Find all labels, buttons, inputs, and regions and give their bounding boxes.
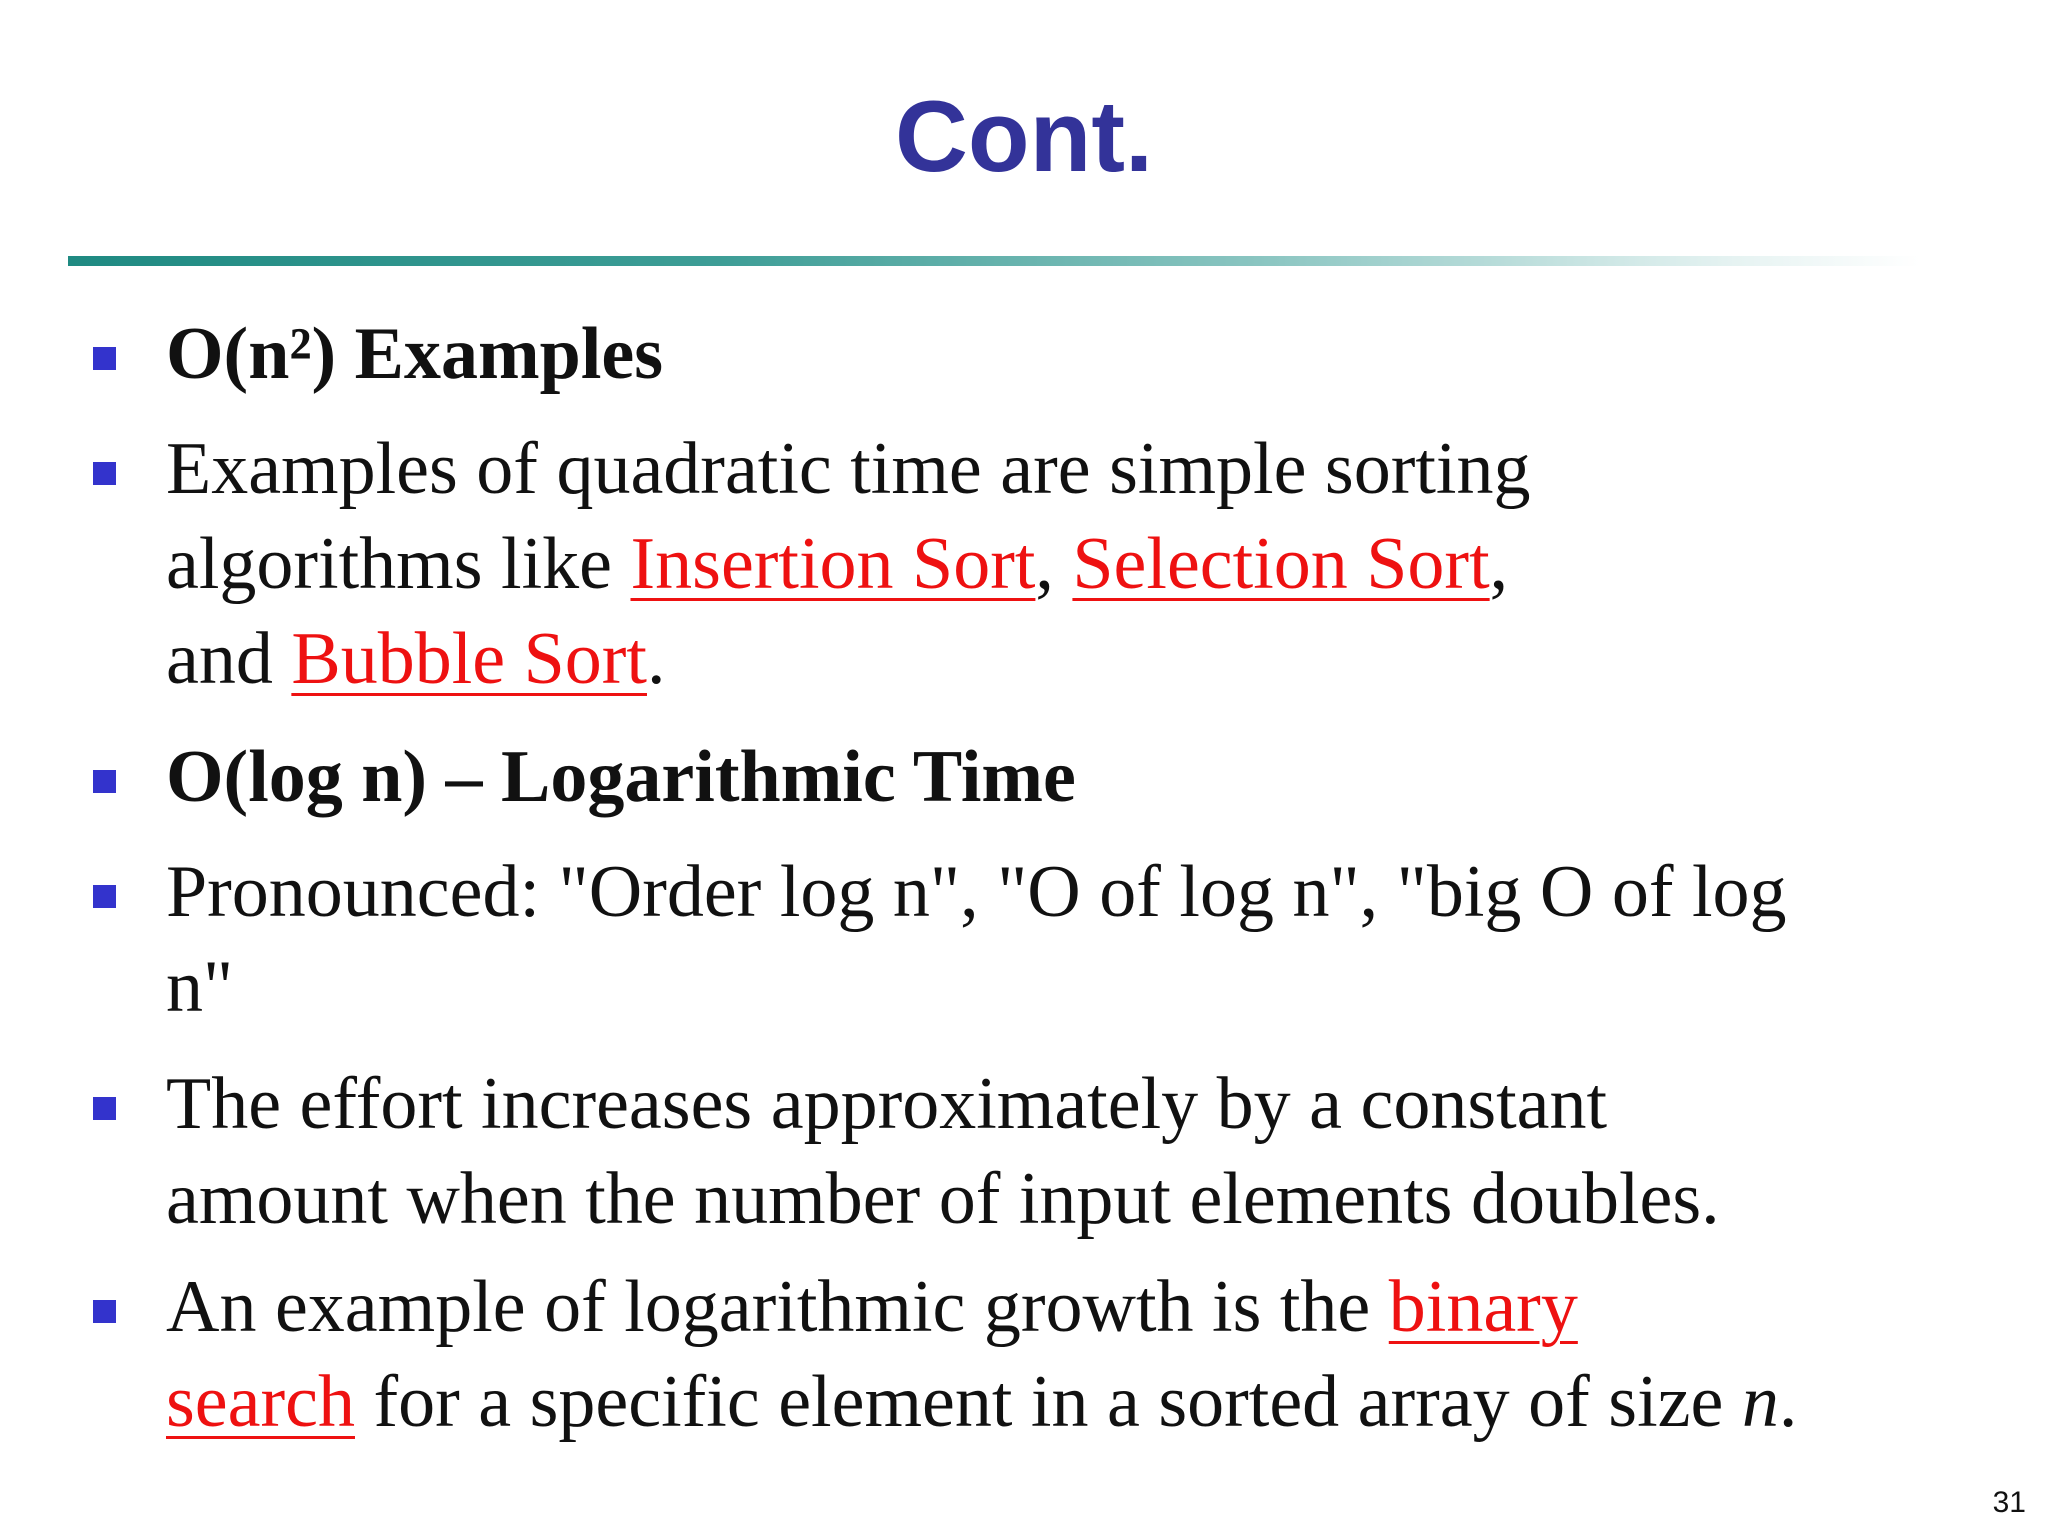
bullet-text-line: n" [166, 946, 234, 1028]
bullet-text-fragment: An example of logarithmic growth is the [166, 1266, 1389, 1348]
bullet-text-line [166, 1355, 1946, 1450]
square-bullet-icon [93, 1300, 116, 1323]
square-bullet-icon [93, 1097, 116, 1120]
bullet-text-fragment: algorithms like [166, 523, 631, 605]
binary-search-link[interactable]: binary [1388, 1266, 1578, 1348]
bullet-text-fragment: , [1035, 523, 1073, 605]
bullet-text-line: The effort increases approximately by a constant [166, 1063, 1608, 1145]
square-bullet-icon [93, 885, 116, 908]
bullet-text-fragment: . [1778, 1361, 1798, 1443]
bullet-text-line [166, 612, 1946, 707]
bullet-text-line [166, 517, 1946, 612]
bullet-text-fragment: for a specific element in a sorted array of size [354, 1361, 1742, 1443]
square-bullet-icon [93, 770, 116, 793]
page-number: 31 [1992, 1486, 2026, 1519]
bubble-sort-link[interactable]: Bubble Sort [291, 618, 647, 700]
slide-title: Cont. [894, 81, 1154, 193]
bullet-text-line: Pronounced: "Order log n", "O of log n", "big O of log [166, 851, 1787, 933]
square-bullet-icon [93, 462, 116, 485]
bullet-heading: O(n²) Examples [166, 313, 664, 395]
bullet-text-line [166, 1260, 1946, 1355]
bullet-text-line: amount when the number of input elements doubles. [166, 1158, 1720, 1240]
bullet-heading: O(log n) – Logarithmic Time [166, 736, 1076, 818]
bullet-text-fragment: , [1489, 523, 1509, 605]
bullet-text-fragment: . [646, 618, 666, 700]
binary-search-link[interactable]: search [166, 1361, 355, 1443]
insertion-sort-link[interactable]: Insertion Sort [630, 523, 1036, 605]
square-bullet-icon [93, 347, 116, 370]
selection-sort-link[interactable]: Selection Sort [1072, 523, 1490, 605]
bullet-text-fragment: and [166, 618, 292, 700]
variable-n: n [1741, 1361, 1779, 1443]
bullet-text-line: Examples of quadratic time are simple sorting [166, 428, 1531, 510]
